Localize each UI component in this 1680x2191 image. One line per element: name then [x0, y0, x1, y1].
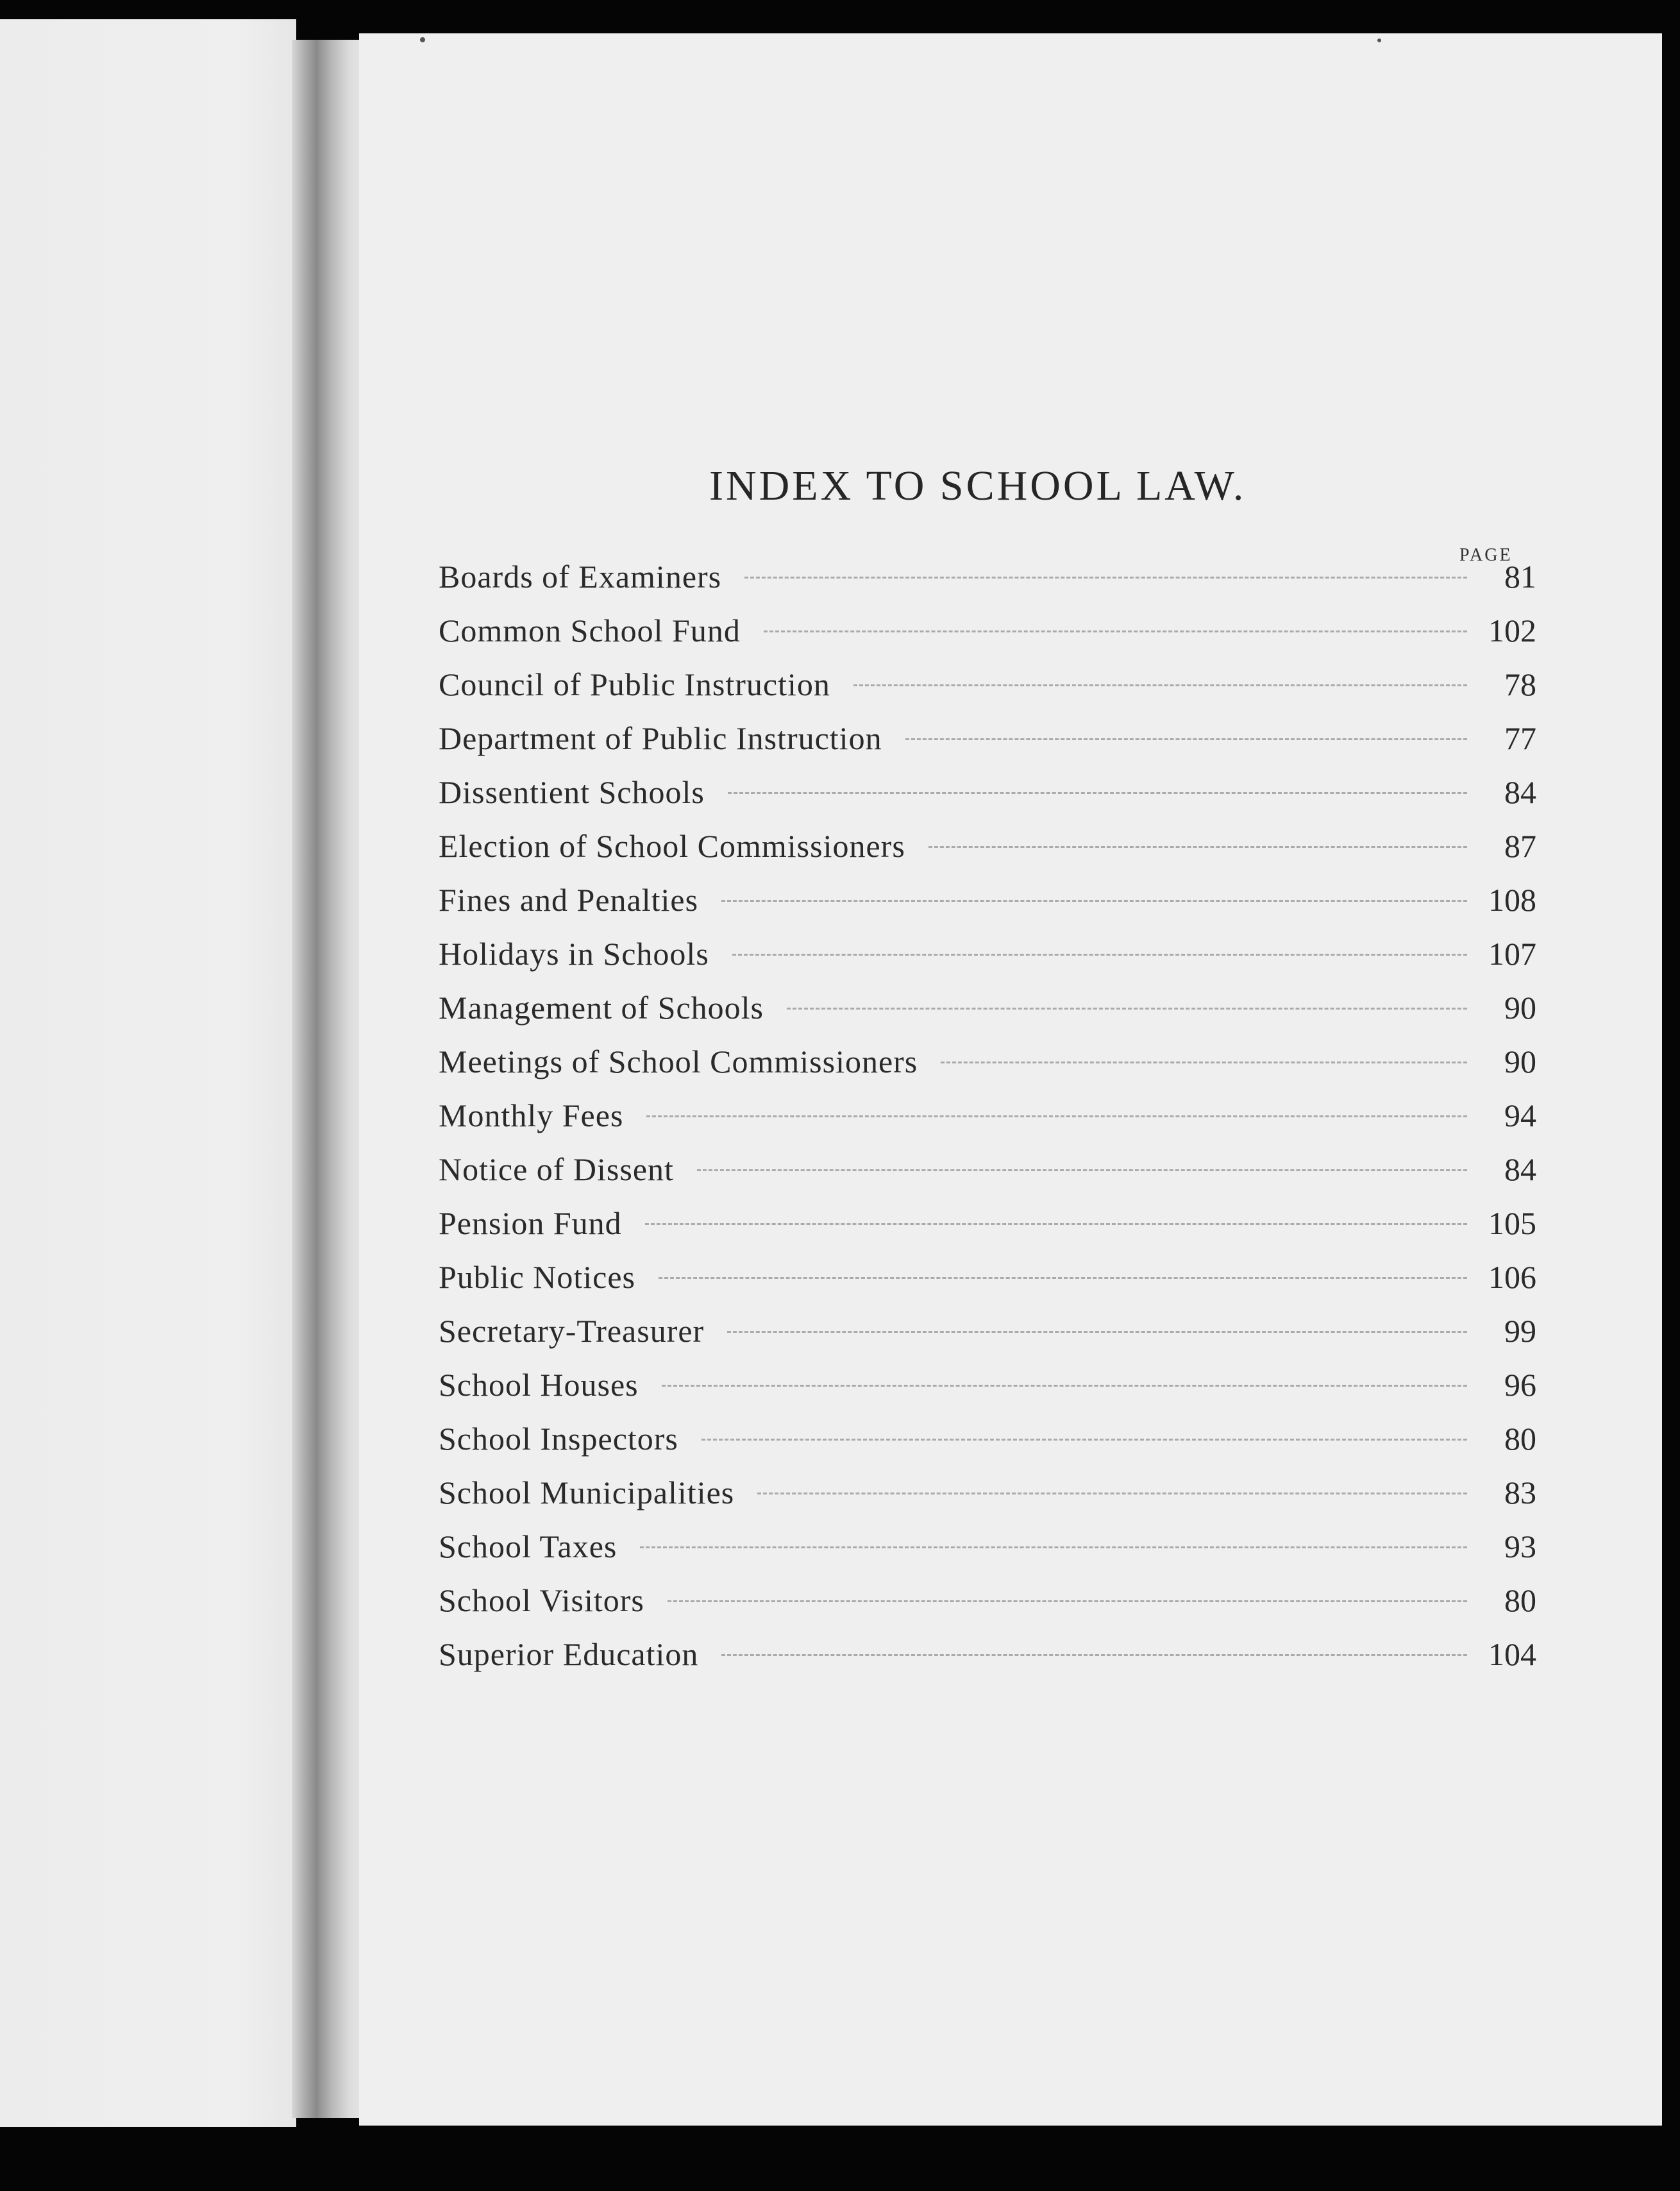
entry-title: School Visitors: [439, 1582, 644, 1618]
entry-page-number: 83: [1504, 1475, 1536, 1510]
entry-page-number: 105: [1488, 1205, 1536, 1241]
entry-title: Holidays in Schools: [439, 936, 709, 972]
dot-leader: [697, 1169, 1467, 1171]
dot-leader: [659, 1277, 1467, 1279]
dot-leader: [853, 684, 1467, 686]
index-entry: [439, 1582, 1536, 1636]
entry-title: Boards of Examiners: [439, 559, 722, 595]
entry-page-number: 77: [1504, 720, 1536, 756]
dot-leader: [764, 630, 1467, 632]
entry-title: Public Notices: [439, 1259, 636, 1295]
page-column-header: PAGE: [1459, 545, 1513, 565]
dot-leader: [928, 846, 1467, 848]
index-entry: [439, 881, 1536, 935]
entry-page-number: 94: [1504, 1097, 1536, 1133]
dot-leader: [732, 954, 1467, 956]
left-page-blank: [0, 19, 296, 2127]
dot-leader: [757, 1493, 1467, 1494]
dot-leader: [721, 1654, 1467, 1656]
entry-page-number: 87: [1504, 828, 1536, 864]
dot-leader: [662, 1385, 1467, 1387]
dot-leader: [941, 1062, 1467, 1063]
entry-page-number: 78: [1504, 666, 1536, 702]
entry-title: Election of School Commissioners: [439, 828, 905, 864]
entry-title: Superior Education: [439, 1636, 699, 1672]
index-entry: [439, 1420, 1536, 1474]
entry-title: Department of Public Instruction: [439, 720, 882, 756]
entry-page-number: 81: [1504, 559, 1536, 595]
book-gutter: [292, 40, 369, 2118]
index-entry: [439, 558, 1536, 612]
entry-title: Council of Public Instruction: [439, 666, 830, 702]
entry-page-number: 80: [1504, 1582, 1536, 1618]
index-entry: [439, 612, 1536, 666]
entry-page-number: 108: [1488, 882, 1536, 918]
index-entry: [439, 1151, 1536, 1205]
index-entry: [439, 1205, 1536, 1258]
index-entry: [439, 1097, 1536, 1151]
entry-title: Meetings of School Commissioners: [439, 1044, 918, 1079]
dot-leader: [744, 577, 1467, 579]
index-entry: [439, 774, 1536, 827]
entry-page-number: 107: [1488, 936, 1536, 972]
entry-page-number: 106: [1488, 1259, 1536, 1295]
index-entry: [439, 1636, 1536, 1689]
entry-title: School Inspectors: [439, 1421, 678, 1457]
entry-title: Fines and Penalties: [439, 882, 699, 918]
dot-leader: [787, 1008, 1467, 1010]
dot-leader: [727, 1331, 1467, 1333]
entry-title: Notice of Dissent: [439, 1151, 674, 1187]
index-entry: [439, 1528, 1536, 1582]
entry-title: Common School Fund: [439, 613, 741, 648]
index-entry: [439, 827, 1536, 881]
scan-speck: [420, 37, 425, 42]
index-entry: [439, 1258, 1536, 1312]
page-title: INDEX TO SCHOOL LAW.: [709, 462, 1247, 509]
entry-page-number: 104: [1488, 1636, 1536, 1672]
index-entry: [439, 1366, 1536, 1420]
entry-title: School Taxes: [439, 1528, 617, 1564]
entry-page-number: 90: [1504, 1044, 1536, 1079]
entry-page-number: 102: [1488, 613, 1536, 648]
index-entry: [439, 989, 1536, 1043]
index-entry: [439, 1312, 1536, 1366]
entry-page-number: 99: [1504, 1313, 1536, 1349]
dot-leader: [645, 1223, 1467, 1225]
dot-leader: [721, 900, 1467, 902]
entry-title: Monthly Fees: [439, 1097, 624, 1133]
entry-title: Management of Schools: [439, 990, 764, 1026]
entry-title: School Municipalities: [439, 1475, 735, 1510]
entry-page-number: 93: [1504, 1528, 1536, 1564]
dot-leader: [728, 792, 1467, 794]
index-entries: [439, 558, 1536, 1689]
entry-page-number: 96: [1504, 1367, 1536, 1403]
entry-page-number: 90: [1504, 990, 1536, 1026]
index-entry: [439, 935, 1536, 989]
entry-page-number: 84: [1504, 774, 1536, 810]
index-entry: [439, 720, 1536, 774]
dot-leader: [646, 1115, 1467, 1117]
entry-title: Pension Fund: [439, 1205, 622, 1241]
dot-leader: [905, 738, 1467, 740]
entry-page-number: 84: [1504, 1151, 1536, 1187]
entry-title: Secretary-Treasurer: [439, 1313, 705, 1349]
entry-title: School Houses: [439, 1367, 639, 1403]
entry-title: Dissentient Schools: [439, 774, 705, 810]
index-entry: [439, 1474, 1536, 1528]
scan-speck: [1377, 38, 1381, 42]
index-entry: [439, 1043, 1536, 1097]
dot-leader: [701, 1439, 1467, 1441]
dot-leader: [668, 1600, 1467, 1602]
entry-page-number: 80: [1504, 1421, 1536, 1457]
index-entry: [439, 666, 1536, 720]
dot-leader: [640, 1546, 1467, 1548]
